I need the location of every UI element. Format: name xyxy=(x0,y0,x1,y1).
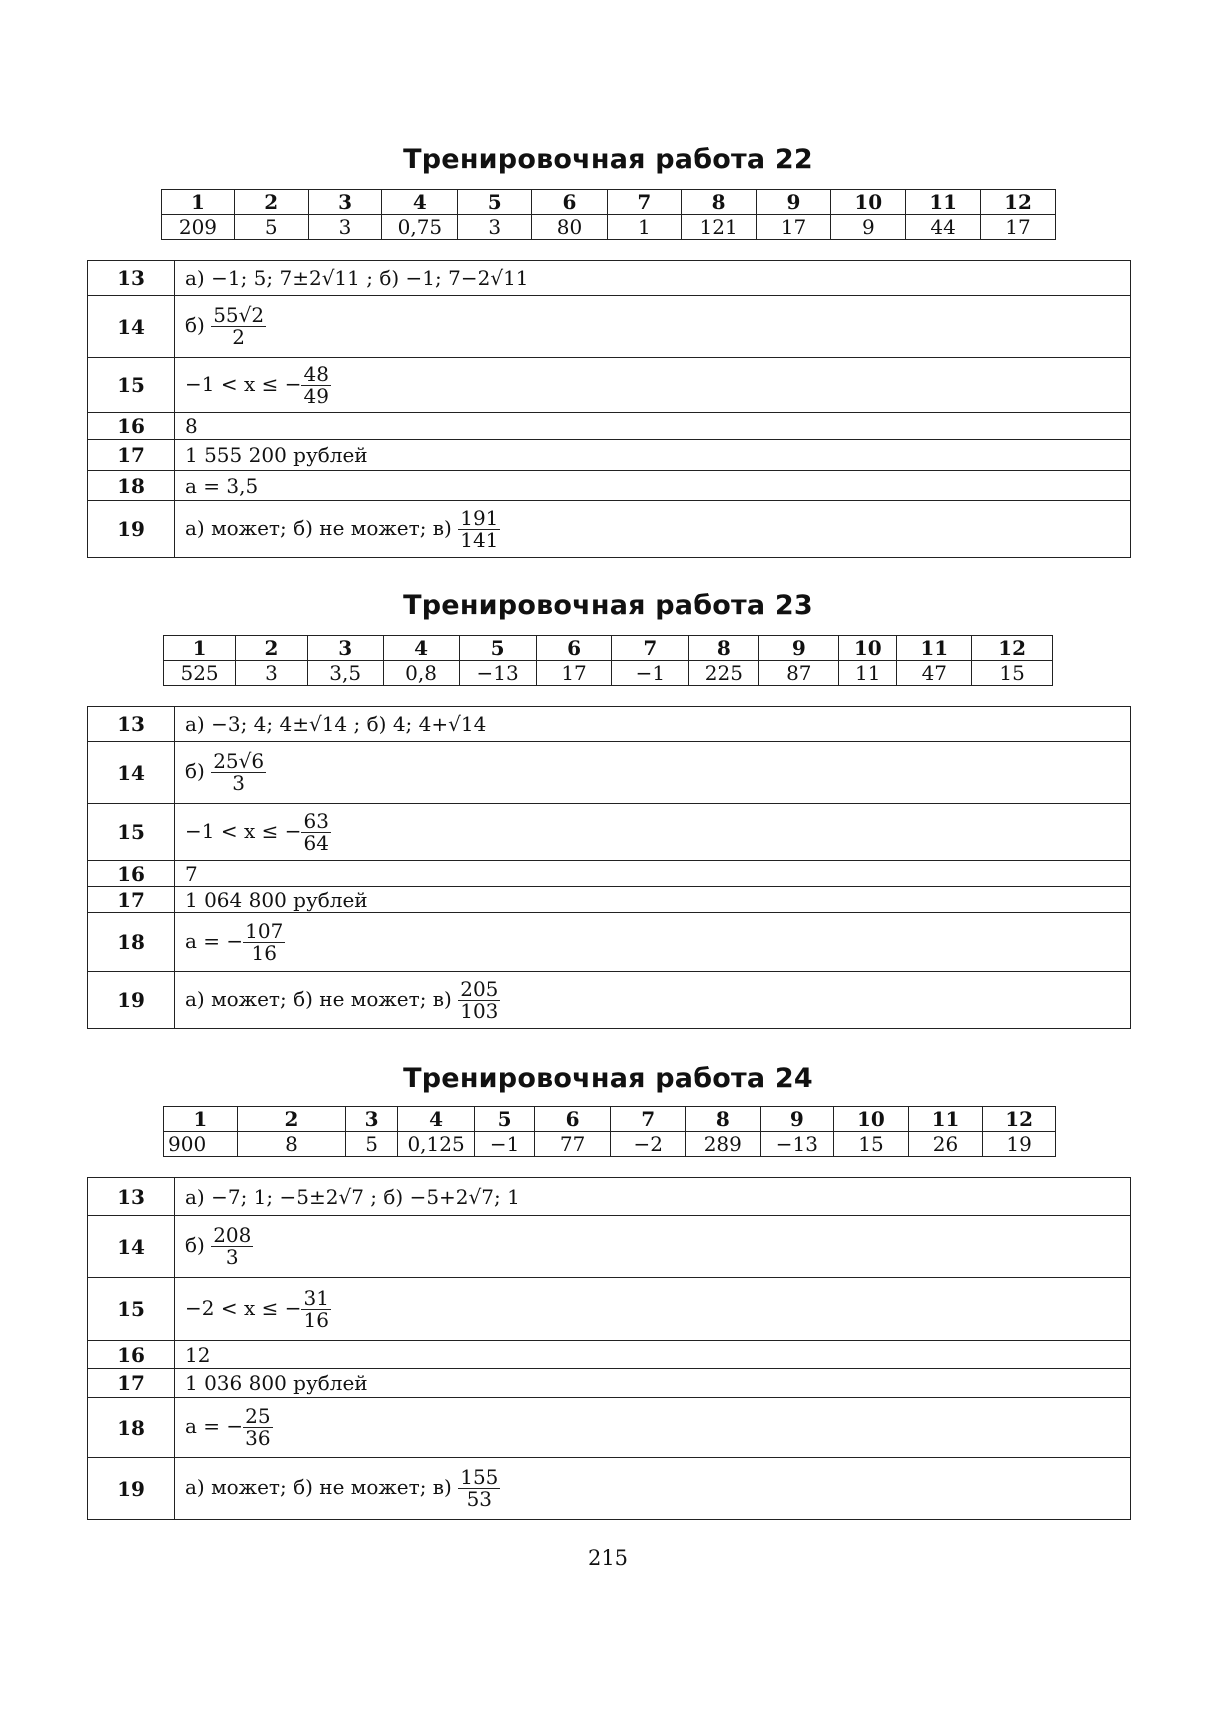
fraction xyxy=(458,976,500,1023)
table-row xyxy=(88,296,1131,358)
table-row xyxy=(88,1278,1131,1341)
answer-value: 3 xyxy=(458,215,532,240)
answer-value: 11 xyxy=(839,661,897,686)
work-23-short-answers xyxy=(163,635,1053,686)
work-24-long-answers xyxy=(87,1177,1131,1520)
answer-value: 44 xyxy=(906,215,981,240)
task-number: 4 xyxy=(397,1107,475,1132)
task-number: 4 xyxy=(382,190,458,215)
task-number: 16 xyxy=(88,413,175,440)
task-number: 2 xyxy=(234,190,308,215)
fraction xyxy=(301,808,330,855)
task-number: 7 xyxy=(612,636,689,661)
answer-value: 15 xyxy=(834,1132,909,1157)
task-number: 7 xyxy=(607,190,681,215)
task-number: 13 xyxy=(88,261,175,296)
table-row xyxy=(88,861,1131,887)
table-row xyxy=(88,913,1131,972)
answer-value: 225 xyxy=(689,661,759,686)
work-23-title: Тренировочная работа 23 xyxy=(403,590,813,621)
answer-value: 8 xyxy=(237,1132,346,1157)
task-number: 17 xyxy=(88,1369,175,1398)
fraction-denominator: 36 xyxy=(245,1426,271,1450)
answer-value: 0,125 xyxy=(397,1132,475,1157)
answer-value: −2 xyxy=(611,1132,686,1157)
fraction xyxy=(211,751,266,794)
answer-prefix: −1 < x ≤ − xyxy=(185,371,302,396)
answer-cell xyxy=(175,972,1131,1029)
task-number: 3 xyxy=(346,1107,397,1132)
answer-value: 19 xyxy=(983,1132,1056,1157)
page-number: 215 xyxy=(587,1546,629,1570)
answer-cell xyxy=(175,501,1131,558)
task-number: 6 xyxy=(534,1107,611,1132)
answer-value: 3 xyxy=(236,661,308,686)
fraction-numerator: 107 xyxy=(245,918,284,943)
fraction-numerator: 191 xyxy=(460,505,499,530)
fraction xyxy=(211,1225,253,1268)
work-22-title: Тренировочная работа 22 xyxy=(403,144,813,175)
fraction xyxy=(458,505,500,552)
task-number: 14 xyxy=(88,1216,175,1278)
fraction-denominator: 2 xyxy=(232,325,246,349)
table-row xyxy=(88,471,1131,501)
work-22-short-answers xyxy=(161,189,1056,240)
fraction-numerator: 25√6 xyxy=(213,749,265,773)
short-answers-header-row xyxy=(162,190,1056,215)
short-answers-values-row xyxy=(164,661,1053,686)
table-row xyxy=(88,358,1131,413)
answer-cell xyxy=(175,296,1131,358)
answer-value: 87 xyxy=(759,661,839,686)
table-row xyxy=(88,1458,1131,1520)
answer-text: 1 036 800 рублей xyxy=(175,1369,1131,1398)
table-row xyxy=(88,413,1131,440)
task-number: 12 xyxy=(981,190,1056,215)
answer-prefix: −2 < x ≤ − xyxy=(185,1295,302,1320)
answer-value: 5 xyxy=(234,215,308,240)
fraction-numerator: 48 xyxy=(303,361,329,386)
task-number: 17 xyxy=(88,887,175,913)
task-number: 1 xyxy=(162,190,235,215)
task-number: 8 xyxy=(686,1107,761,1132)
task-number: 12 xyxy=(983,1107,1056,1132)
answer-value: 900 xyxy=(164,1132,238,1157)
task-number: 10 xyxy=(839,636,897,661)
answer-value: 17 xyxy=(756,215,831,240)
answer-value: −1 xyxy=(612,661,689,686)
answer-value: 3,5 xyxy=(307,661,383,686)
task-number: 7 xyxy=(611,1107,686,1132)
task-number: 16 xyxy=(88,1341,175,1369)
task-number: 19 xyxy=(88,1458,175,1520)
table-row xyxy=(88,261,1131,296)
task-number: 14 xyxy=(88,296,175,358)
task-number: 17 xyxy=(88,440,175,471)
answer-cell xyxy=(175,358,1131,413)
task-number: 5 xyxy=(458,190,532,215)
task-number: 15 xyxy=(88,358,175,413)
table-row xyxy=(88,501,1131,558)
task-number: 5 xyxy=(459,636,536,661)
answer-prefix: −1 < x ≤ − xyxy=(185,818,302,843)
answer-text: а) −1; 5; 7±2√11 ; б) −1; 7−2√11 xyxy=(175,261,1131,296)
answer-value: −1 xyxy=(475,1132,534,1157)
table-row xyxy=(88,1369,1131,1398)
work-23-long-answers xyxy=(87,706,1131,1029)
task-number: 18 xyxy=(88,913,175,972)
answer-prefix: б) xyxy=(185,759,205,783)
task-number: 8 xyxy=(681,190,756,215)
answer-value: 9 xyxy=(831,215,906,240)
table-row xyxy=(88,804,1131,861)
answer-value: −13 xyxy=(760,1132,834,1157)
task-number: 8 xyxy=(689,636,759,661)
task-number: 9 xyxy=(756,190,831,215)
short-answers-values-row xyxy=(162,215,1056,240)
short-answers-values-row xyxy=(164,1132,1056,1157)
work-22-long-answers xyxy=(87,260,1131,558)
answer-cell xyxy=(175,1216,1131,1278)
task-number: 1 xyxy=(164,636,236,661)
answer-cell xyxy=(175,742,1131,804)
work-24-short-answers xyxy=(163,1106,1056,1157)
answer-cell xyxy=(175,1278,1131,1341)
fraction-denominator: 64 xyxy=(303,830,329,855)
short-answers-header-row xyxy=(164,636,1053,661)
answer-prefix: а) может; б) не может; в) xyxy=(185,515,452,540)
short-answers-header-row xyxy=(164,1107,1056,1132)
fraction-numerator: 208 xyxy=(213,1223,252,1247)
answer-text: а) −3; 4; 4±√14 ; б) 4; 4+√14 xyxy=(175,707,1131,742)
fraction xyxy=(243,1406,272,1449)
table-row xyxy=(88,887,1131,913)
fraction-numerator: 31 xyxy=(303,1285,329,1310)
fraction-denominator: 16 xyxy=(251,940,277,965)
task-number: 10 xyxy=(831,190,906,215)
answer-prefix: a = − xyxy=(185,928,244,953)
answer-value: 5 xyxy=(346,1132,397,1157)
answer-cell xyxy=(175,1398,1131,1458)
task-number: 3 xyxy=(307,636,383,661)
fraction-numerator: 25 xyxy=(245,1404,271,1428)
task-number: 1 xyxy=(164,1107,238,1132)
table-row xyxy=(88,972,1131,1029)
task-number: 10 xyxy=(834,1107,909,1132)
table-row xyxy=(88,1178,1131,1216)
table-row xyxy=(88,707,1131,742)
answer-value: 209 xyxy=(162,215,235,240)
task-number: 6 xyxy=(536,636,612,661)
answer-value: 0,75 xyxy=(382,215,458,240)
task-number: 11 xyxy=(897,636,972,661)
task-number: 11 xyxy=(908,1107,983,1132)
answer-value: 1 xyxy=(607,215,681,240)
fraction xyxy=(458,1467,500,1510)
task-number: 9 xyxy=(759,636,839,661)
table-row xyxy=(88,742,1131,804)
task-number: 15 xyxy=(88,1278,175,1341)
answer-value: 47 xyxy=(897,661,972,686)
table-row xyxy=(88,1341,1131,1369)
task-number: 5 xyxy=(475,1107,534,1132)
answer-prefix: б) xyxy=(185,1233,205,1257)
task-number: 18 xyxy=(88,1398,175,1458)
answer-prefix: а) может; б) не может; в) xyxy=(185,986,452,1011)
answer-text: 7 xyxy=(175,861,1131,887)
task-number: 19 xyxy=(88,972,175,1029)
work-24-title: Тренировочная работа 24 xyxy=(403,1063,813,1094)
task-number: 6 xyxy=(532,190,608,215)
fraction-denominator: 49 xyxy=(303,383,329,408)
answer-cell xyxy=(175,913,1131,972)
fraction-denominator: 53 xyxy=(466,1487,493,1511)
answer-value: −13 xyxy=(459,661,536,686)
table-row xyxy=(88,440,1131,471)
answer-value: 121 xyxy=(681,215,756,240)
answer-value: 17 xyxy=(981,215,1056,240)
fraction-numerator: 155 xyxy=(460,1465,499,1489)
task-number: 9 xyxy=(760,1107,834,1132)
answer-text: a = 3,5 xyxy=(175,471,1131,501)
fraction-denominator: 3 xyxy=(225,1245,239,1269)
answer-prefix: a = − xyxy=(185,1414,244,1438)
answer-text: 1 064 800 рублей xyxy=(175,887,1131,913)
fraction-numerator: 205 xyxy=(460,976,499,1001)
task-number: 15 xyxy=(88,804,175,861)
answer-cell xyxy=(175,1458,1131,1520)
task-number: 11 xyxy=(906,190,981,215)
answer-value: 0,8 xyxy=(383,661,459,686)
answer-value: 80 xyxy=(532,215,608,240)
task-number: 2 xyxy=(236,636,308,661)
answer-text: 1 555 200 рублей xyxy=(175,440,1131,471)
task-number: 19 xyxy=(88,501,175,558)
table-row xyxy=(88,1216,1131,1278)
fraction xyxy=(243,918,285,965)
task-number: 2 xyxy=(237,1107,346,1132)
task-number: 4 xyxy=(383,636,459,661)
answer-value: 289 xyxy=(686,1132,761,1157)
fraction-denominator: 103 xyxy=(460,998,499,1023)
answer-value: 17 xyxy=(536,661,612,686)
fraction-numerator: 55√2 xyxy=(213,303,265,327)
answer-text: 12 xyxy=(175,1341,1131,1369)
fraction xyxy=(301,361,330,408)
task-number: 12 xyxy=(972,636,1053,661)
task-number: 16 xyxy=(88,861,175,887)
task-number: 3 xyxy=(308,190,382,215)
answer-value: 77 xyxy=(534,1132,611,1157)
answer-text: а) −7; 1; −5±2√7 ; б) −5+2√7; 1 xyxy=(175,1178,1131,1216)
fraction-denominator: 141 xyxy=(460,527,499,552)
answer-value: 15 xyxy=(972,661,1053,686)
task-number: 18 xyxy=(88,471,175,501)
task-number: 13 xyxy=(88,1178,175,1216)
answer-text: 8 xyxy=(175,413,1131,440)
answer-value: 3 xyxy=(308,215,382,240)
fraction-numerator: 63 xyxy=(303,808,329,833)
fraction xyxy=(301,1285,330,1332)
fraction-denominator: 3 xyxy=(232,771,246,795)
fraction xyxy=(211,305,266,348)
task-number: 14 xyxy=(88,742,175,804)
fraction-denominator: 16 xyxy=(303,1307,329,1332)
table-row xyxy=(88,1398,1131,1458)
task-number: 13 xyxy=(88,707,175,742)
answer-value: 26 xyxy=(908,1132,983,1157)
answer-prefix: б) xyxy=(185,313,205,337)
answer-cell xyxy=(175,804,1131,861)
answer-value: 525 xyxy=(164,661,236,686)
answer-prefix: а) может; б) не может; в) xyxy=(185,1475,452,1499)
